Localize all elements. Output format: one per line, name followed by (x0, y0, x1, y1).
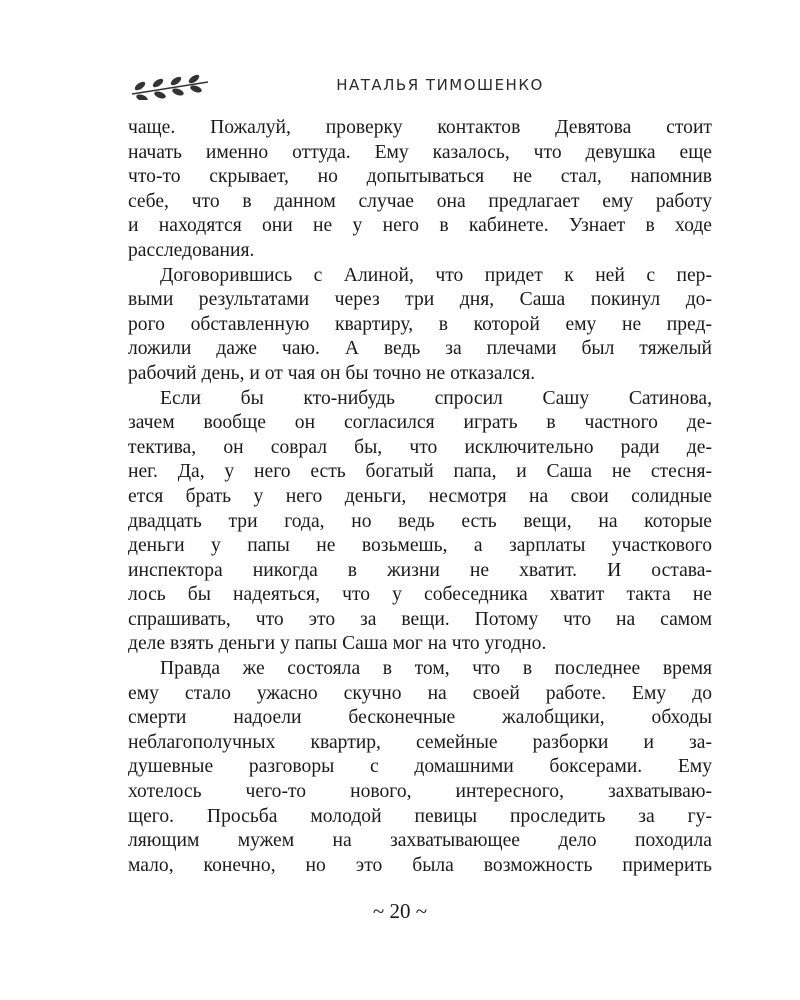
text-line: смерти надоели бесконечные жалобщики, обходы (128, 707, 712, 729)
text-line: начать именно оттуда. Ему казалось, что девушка еще (128, 141, 712, 163)
text-line: мало, конечно, но это была возможность примерить (128, 854, 712, 876)
text-line: неблагополучных квартир, семейные разборки и за- (128, 731, 712, 753)
page-number: ~ 20 ~ (372, 899, 428, 923)
text-line: инспектора никогда в жизни не хватит. И остава- (128, 559, 712, 581)
text-line: душевные разговоры с домашними боксерами. Ему (128, 756, 712, 778)
text-line: чаще. Пожалуй, проверку контактов Девятова стоит (128, 117, 712, 138)
text-line: деньги у папы не возьмешь, а зарплаты участкового (128, 535, 712, 557)
text-line: деле взять деньги у папы Саша мог на что угодно. (128, 633, 547, 655)
text-line: двадцать три года, но ведь есть вещи, на которые (128, 510, 712, 532)
text-line: Если бы кто-нибудь спросил Сашу Сатинова, (160, 387, 712, 409)
text-line: выми результатами через три дня, Саша покинул до- (128, 289, 712, 311)
text-line: лось бы надеяться, что у собеседника хватит такта не (128, 584, 712, 606)
text-line: рабочий день, и от чая он бы точно не отказался. (128, 362, 536, 384)
text-line: себе, что в данном случае она предлагает ему работу (128, 190, 712, 212)
text-line: щего. Просьба молодой певицы проследить за гу- (128, 805, 712, 827)
text-line: ется брать у него деньги, несмотря на свои солидные (128, 485, 712, 507)
text-line: тектива, он соврал бы, что исключительно ради де- (128, 436, 712, 458)
text-line: хотелось чего-то нового, интересного, захватываю- (128, 781, 712, 803)
text-line: рого обставленную квартиру, в которой ему не пред- (128, 313, 712, 335)
text-line: и находятся они не у него в кабинете. Узнает в ходе (128, 215, 712, 237)
text-line: Договорившись с Алиной, что придет к ней с пер- (160, 264, 712, 286)
text-line: что-то скрывает, но допытываться не стал, напомнив (128, 166, 712, 188)
text-line: нег. Да, у него есть богатый папа, и Саша не стесня- (128, 461, 712, 483)
text-line: спрашивать, что это за вещи. Потому что на самом (128, 608, 712, 630)
running-header (128, 72, 712, 102)
text-line: ляющим мужем на захватывающее дело походила (128, 830, 712, 852)
text-line: зачем вообще он согласился играть в частного де- (128, 412, 712, 434)
text-line: ему стало ужасно скучно на своей работе. Ему до (128, 682, 712, 704)
author-name: НАТАЛЬЯ ТИМОШЕНКО (336, 76, 544, 94)
text-line: расследования. (128, 239, 255, 261)
text-line: Правда же состояла в том, что в последнее время (160, 658, 712, 680)
body-text (128, 116, 712, 878)
text-line: ложили даже чаю. А ведь за плечами был тяжелый (128, 338, 712, 360)
